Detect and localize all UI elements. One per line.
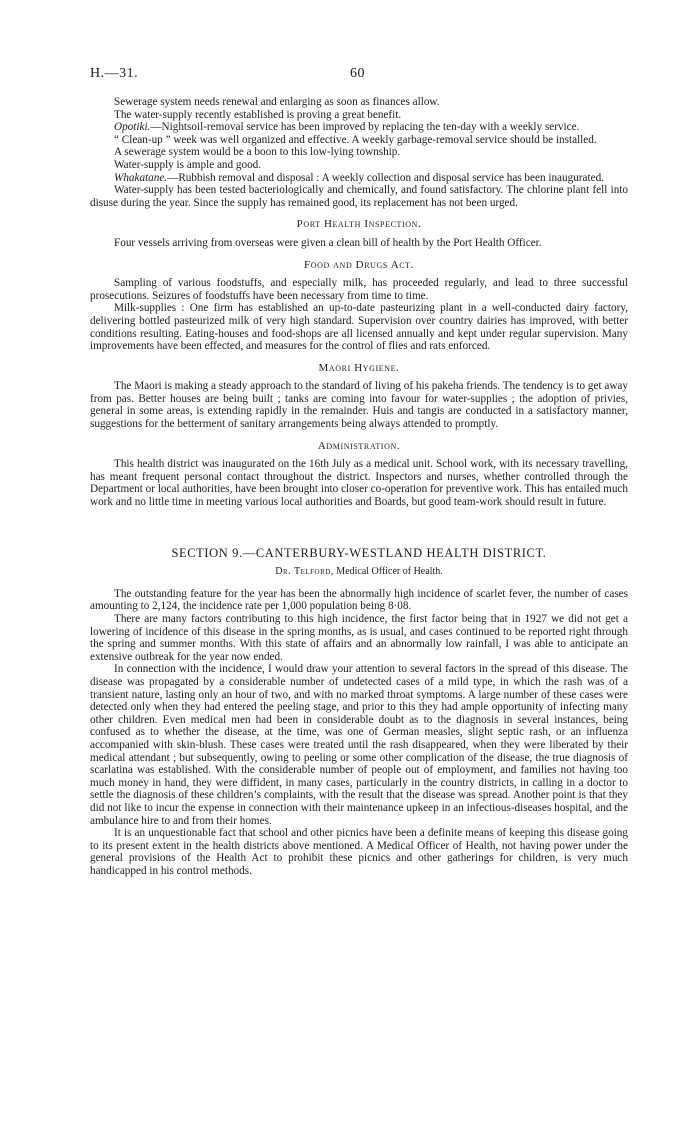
paragraph (90, 172, 628, 185)
paragraph: Sewerage system needs renewal and enlarging as soon as finances allow. (114, 96, 440, 108)
paragraph: “ Clean-up ” week was well organized and effective. A weekly garbage-removal service should be installed. (114, 133, 597, 146)
author-name: Dr. Telford, (275, 566, 334, 578)
heading-port-health: Port Health Inspection. (296, 218, 422, 231)
paragraph: The Maori is making a steady approach to the standard of living of his pakeha friends. The tendency is to get away from pas. Better houses are being built ; tanks are coming into favour for water-supplies ; the adoption of privies, general in some areas, is extending rapidly in the remainder. Huis and tangis are conducted in a satisfactory manner, suggestions for the betterment of sanitary arrangements being always attended to promptly. (90, 380, 628, 431)
paragraph: A sewerage system would be a boon to this low-lying township. (114, 146, 401, 159)
document-body (90, 96, 628, 877)
heading-administration: Administration. (317, 439, 401, 452)
section-title: SECTION 9.—CANTERBURY-WESTLAND HEALTH DISTRICT. (171, 545, 547, 560)
place-name: Whakatane. (114, 171, 168, 184)
heading-maori-hygiene: Maori Hygiene. (318, 361, 400, 374)
paragraph: Water-supply has been tested bacteriologically and chemically, and found satisfactory. The chlorine plant fell into disuse during the year. Since the supply has remained good, its replacement has not been urged. (90, 184, 628, 209)
page-number: 60 (350, 66, 365, 81)
paragraph: Water-supply is ample and good. (114, 158, 262, 171)
place-name: Opotiki. (114, 121, 151, 134)
paragraph: Four vessels arriving from overseas were given a clean bill of health by the Port Health Officer. (114, 236, 542, 249)
paragraph: In connection with the incidence, I would draw your attention to several factors in the spread of this disease. The disease was propagated by a considerable number of undetected cases of a mild type, in which the rash was of a transient nature, lasting only an hour of two, and with no marked throat symptoms. A large number of these cases were detected only when they had entered the peeling stage, and prior to this they had ample opportunity of infecting many other children. Even medical men had been in considerable doubt as to the diagnosis in several instances, being confused as to whether the disease, at the time, was one of German measles, slight septic rash, or an influenza accompanied with skin-blush. These cases were treated until the rash disappeared, when they were liberated by their medical attendant ; but subsequently, owing to peeling or some other complication of the disease, the true diagnosis of scarlatina was established. With the considerable number of people out of employment, and families not having too much money in hand, they were diffident, in many cases, particularly in the country districts, in calling in a doctor to settle the diagnosis of these children’s complaints, with the result that the disease was spread. Another point is that they did not like to incur the expense in connection with their maintenance upkeep in an infectious-diseases hospital, and the ambulance hire to and from their homes. (90, 663, 628, 827)
paragraph: It is an unquestionable fact that school and other picnics have been a definite means of keeping this disease going to its present extent in the health districts above mentioned. A Medical Officer of Health, not having power under the general provisions of the Health Act to prohibit these picnics and other gatherings for children, is very much handicapped in his control methods. (90, 827, 628, 877)
byline (90, 566, 628, 579)
heading-food-drugs: Food and Drugs Act. (303, 258, 415, 271)
paragraph: The water-supply recently established is proving a great benefit. (114, 108, 402, 121)
paragraph-text: —Rubbish removal and disposal : A weekly collection and disposal service has been inaugurated. (167, 171, 604, 184)
paragraph: Sampling of various foodstuffs, and especially milk, has proceeded regularly, and lead to three successful prosecutions. Seizures of foodstuffs have been necessary from time to time. (90, 277, 628, 302)
paragraph: There are many factors contributing to this high incidence, the first factor being that in 1927 we did not get a lowering of incidence of this disease in the spring months, as is usual, and cases continued to be reported right through the spring and summer months. With this state of affairs and an abnormally low rainfall, I was able to anticipate an extensive outbreak for the year now ended. (90, 613, 628, 663)
paragraph: This health district was inaugurated on the 16th July as a medical unit. School work, with its necessary travelling, has meant frequent personal contact throughout the district. Inspectors and nurses, whether controlled through the Department or local authorities, have been brought into closer co-operation for preventive work. This has entailed much work and no little time in meeting various local authorities and Boards, but good team-work should result in future. (90, 458, 628, 509)
paragraph: The outstanding feature for the year has been the abnormally high incidence of scarlet fever, the number of cases amounting to 2,124, the incidence rate per 1,000 population being 8·08. (90, 587, 628, 613)
paragraph-text: —Nightsoil-removal service has been improved by replacing the ten-day with a weekly service. (150, 121, 580, 134)
report-reference: H.—31. (90, 66, 139, 81)
author-role: Medical Officer of Health. (333, 566, 443, 578)
paragraph (90, 121, 628, 134)
paragraph: Milk-supplies : One firm has established an up-to-date pasteurizing plant in a well-conducted dairy factory, delivering bottled pasteurized milk of very high standard. Supervision over country dairies has improved, with better conditions resulting. Eating-houses and food-shops are all licensed annually and kept under regular supervision. Many improvements have been effected, and measures for the control of flies and rats enforced. (90, 302, 628, 353)
